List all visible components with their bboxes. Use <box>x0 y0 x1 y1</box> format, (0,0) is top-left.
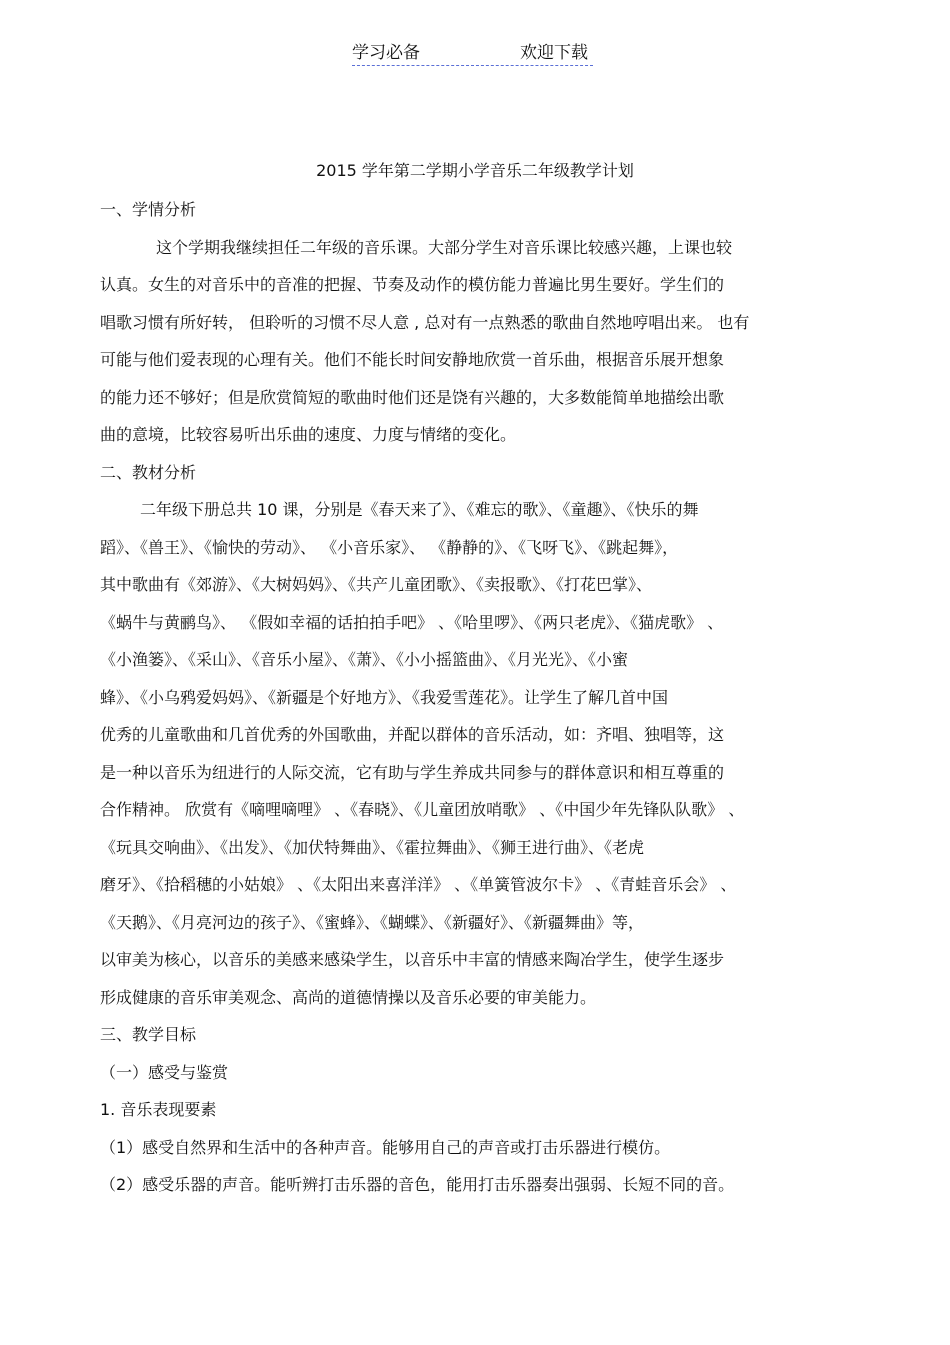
paragraph-line: 《玩具交响曲》、《出发》、《加伏特舞曲》、《霍拉舞曲》、《狮王进行曲》、《老虎 <box>100 838 645 857</box>
paragraph-line: 蹈》、《兽王》、《愉快的劳动》、 《小音乐家》、 《静静的》、《飞呀飞》、《跳起舞》， <box>100 538 679 557</box>
paragraph-line: 《天鹅》、《月亮河边的孩子》、《蜜蜂》、《蝴蝶》、《新疆好》、《新疆舞曲》等， <box>100 913 645 932</box>
header-dashed-rule <box>352 65 593 66</box>
header-right-text: 欢迎下载 <box>520 43 588 63</box>
document-title: 2015 学年第二学期小学音乐二年级教学计划 <box>316 161 634 180</box>
paragraph-line: 以审美为核心，以音乐的美感来感染学生，以音乐中丰富的情感来陶冶学生，使学生逐步 <box>100 950 725 969</box>
paragraph-line: 蜂》、《小乌鸦爱妈妈》、《新疆是个好地方》、《我爱雪莲花》。让学生了解几首中国 <box>100 688 669 707</box>
paragraph-line: 合作精神。 欣赏有《嘀哩嘀哩》 、《春晓》、《儿童团放哨歌》 、《中国少年先锋队队歌》 、 <box>100 800 745 819</box>
subsection-heading: （一）感受与鉴赏 <box>100 1063 229 1082</box>
paragraph-line: 《小渔篓》、《采山》、《音乐小屋》、《萧》、《小小摇篮曲》、《月光光》、《小蜜 <box>100 650 629 669</box>
paragraph-line: 优秀的儿童歌曲和几首优秀的外国歌曲，并配以群体的音乐活动，如：齐唱、独唱等，这 <box>100 725 725 744</box>
paragraph-line: 这个学期我继续担任二年级的音乐课。大部分学生对音乐课比较感兴趣，上课也较 <box>156 238 733 257</box>
paragraph-line: 唱歌习惯有所好转， 但聆听的习惯不尽人意 , 总对有一点熟悉的歌曲自然地哼唱出来。 也有 <box>100 313 750 332</box>
paragraph-line: 其中歌曲有《郊游》、《大树妈妈》、《共产儿童团歌》、《卖报歌》、《打花巴掌》、 <box>100 575 653 594</box>
paragraph-line: 《蜗牛与黄鹂鸟》、 《假如幸福的话拍拍手吧》 、《哈里啰》、《两只老虎》、《猫虎歌》 、 <box>100 613 724 632</box>
paragraph-line: 认真。女生的对音乐中的音准的把握、节奏及动作的模仿能力普遍比男生要好。学生们的 <box>100 275 725 294</box>
paragraph-line: 可能与他们爱表现的心理有关。他们不能长时间安静地欣赏一首乐曲，根据音乐展开想象 <box>100 350 725 369</box>
paragraph-line: 的能力还不够好；但是欣赏简短的歌曲时他们还是饶有兴趣的，大多数能简单地描绘出歌 <box>100 388 725 407</box>
section-heading-3: 三、教学目标 <box>100 1025 197 1044</box>
section-heading-1: 一、学情分析 <box>100 200 197 219</box>
header-left-text: 学习必备 <box>352 43 420 63</box>
page-header <box>0 40 950 66</box>
subsection-heading: 1. 音乐表现要素 <box>100 1100 217 1119</box>
section-heading-2: 二、教材分析 <box>100 463 197 482</box>
list-item: （2）感受乐器的声音。能听辨打击乐器的音色，能用打击乐器奏出强弱、长短不同的音。 <box>100 1175 735 1194</box>
paragraph-line: 二年级下册总共 10 课，分别是《春天来了》、《难忘的歌》、《童趣》、《快乐的舞 <box>140 500 699 519</box>
paragraph-line: 曲的意境，比较容易听出乐曲的速度、力度与情绪的变化。 <box>100 425 517 444</box>
paragraph-line: 是一种以音乐为纽进行的人际交流，它有助与学生养成共同参与的群体意识和相互尊重的 <box>100 763 725 782</box>
paragraph-line: 形成健康的音乐审美观念、高尚的道德情操以及音乐必要的审美能力。 <box>100 988 597 1007</box>
paragraph-line: 磨牙》、《拾稻穗的小姑娘》 、《太阳出来喜洋洋》 、《单簧管波尔卡》 、《青蛙音乐会》 、 <box>100 875 737 894</box>
list-item: （1）感受自然界和生活中的各种声音。能够用自己的声音或打击乐器进行模仿。 <box>100 1138 671 1157</box>
